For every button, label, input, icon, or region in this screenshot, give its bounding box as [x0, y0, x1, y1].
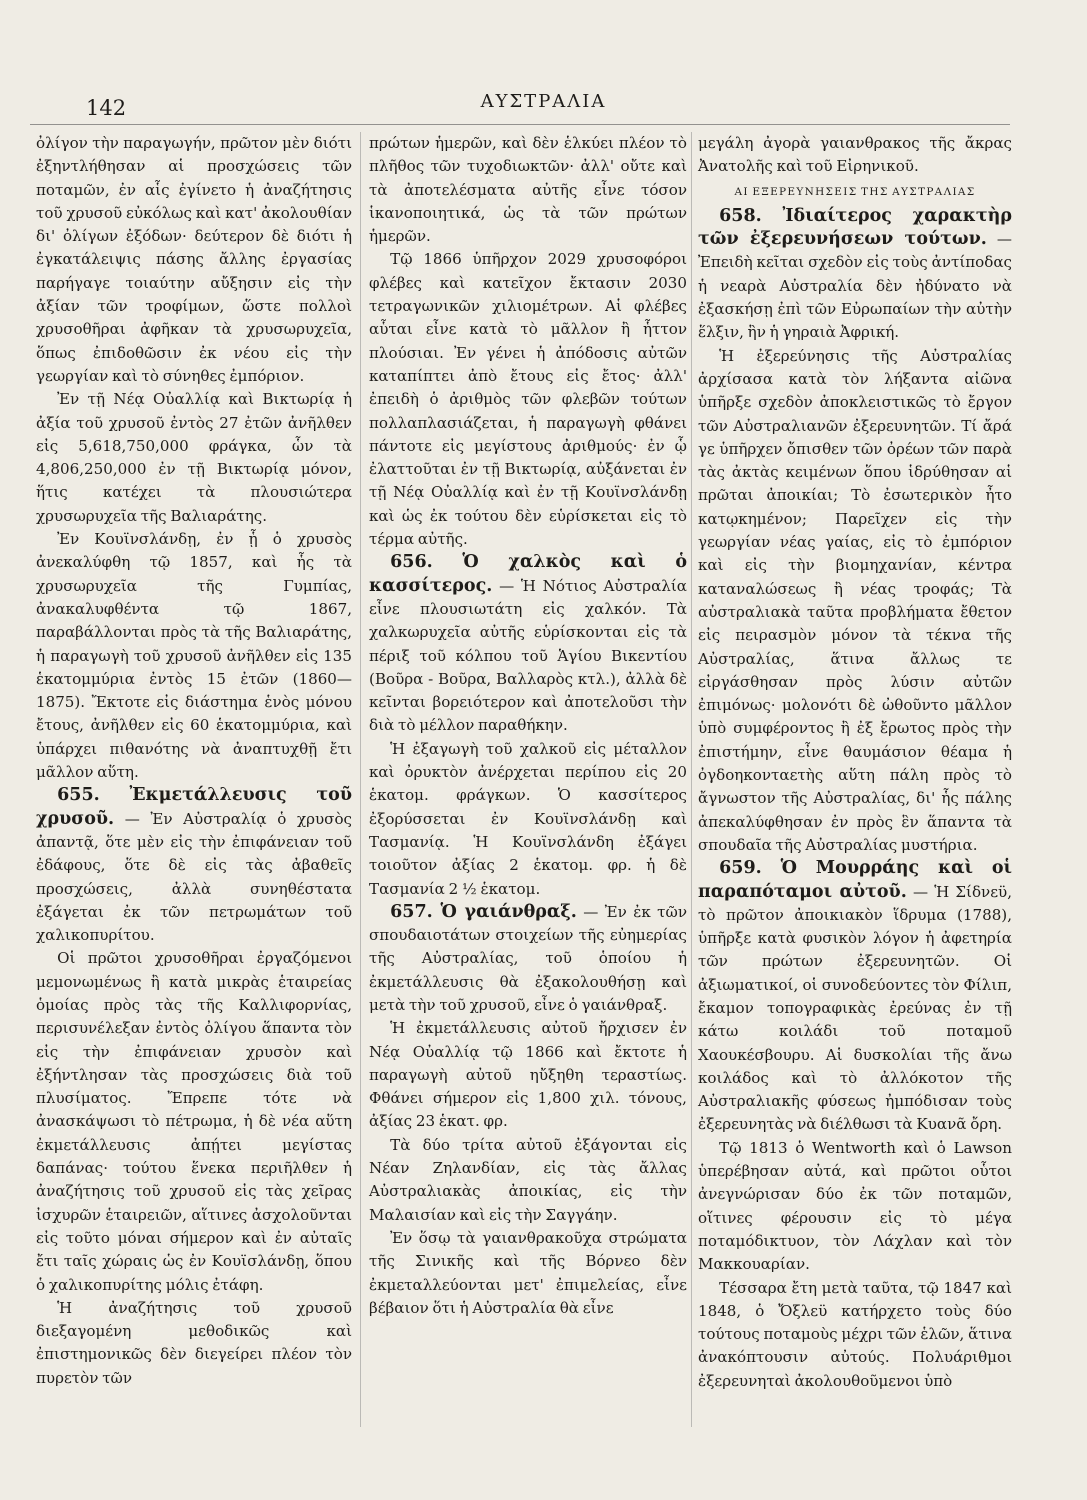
- paragraph: Ἡ ἐκμετάλλευσις αὐτοῦ ἤρχισεν ἐν Νέᾳ Οὐαλλίᾳ τῷ 1866 καὶ ἔκτοτε ἡ παραγωγὴ αὐτοῦ ηὔξηθη τεραστίως. Φθάνει σήμερον εἰς 1,800 χιλ. τόνους, ἀξίας 23 ἑκατ. φρ.: [369, 1019, 687, 1131]
- paragraph: πρώτων ἡμερῶν, καὶ δὲν ἑλκύει πλέον τὸ πλῆθος τῶν τυχοδιωκτῶν· ἀλλ' οὔτε καὶ τὰ ἀποτελέσματα αὐτῆς εἶνε τόσον ἱκανοποιητικά, ὡς τὰ τῶν πρώτων ἡμερῶν.: [369, 134, 687, 246]
- paragraph: Τῷ 1866 ὑπῆρχον 2029 χρυσοφόροι φλέβες καὶ κατεῖχον ἔκτασιν 2030 τετραγωνικῶν χιλιομέτρων. Αἱ φλέβες αὗται εἶνε κατὰ τὸ μᾶλλον ἢ ἧττον πλούσιαι. Ἐν γένει ἡ ἀπόδοσις αὐτῶν καταπίπτει ἀπὸ ἔτους εἰς ἔτος· ἀλλ' ἐπειδὴ ὁ ἀριθμὸς τῶν φλεβῶν τούτων πολλαπλασιάζεται, ἡ παραγωγὴ φθάνει πάντοτε εἰς μεγίστους ἀριθμούς· ἐν ᾧ ἐλαττοῦται ἐν τῇ Βικτωρίᾳ, αὐξάνεται ἐν τῇ Νέᾳ Οὐαλλίᾳ καὶ ἐν τῇ Κουϊνσλάνδῃ καὶ ὡς ἐκ τούτου δὲν εὑρίσκεται εἰς τὸ τέρμα αὐτῆς.: [369, 250, 687, 549]
- section-text: — Ἡ Σίδνεϋ, τὸ πρῶτον ἀποικιακὸν ἵδρυμα (1788), ὑπῆρξε κατὰ φυσικὸν λόγον ἡ ἀφετηρία τῶν πρώτων ἐξερευνητῶν. Οἱ ἀξιωματικοί, οἱ συνοδεύοντες τὸν Φίλιπ, ἔκαμον τοπογραφικὰς ἐρεύνας ἐν τῇ κάτω κοιλάδι τοῦ ποταμοῦ Χαουκέσβουρυ. Αἱ δυσκολίαι τῆς ἄνω κοιλάδος καὶ τὸ ἀλλόκοτον τῆς Αὐστραλιακῆς φύσεως ἠμπόδισαν τοὺς ἐξερευνητὰς νὰ διέλθωσι τὰ Κυανᾶ ὄρη.: [698, 882, 1012, 1134]
- paragraph: Ἡ ἀναζήτησις τοῦ χρυσοῦ διεξαγομένη μεθοδικῶς καὶ ἐπιστημονικῶς δὲν διεγείρει πλέον τὸν πυρετὸν τῶν: [36, 1298, 352, 1387]
- paragraph: Ἡ ἐξερεύνησις τῆς Αὐστραλίας ἀρχίσασα κατὰ τὸν λήξαντα αἰῶνα ὑπῆρξε σχεδὸν ἀποκλειστικῶς τὸ ἔργον τῶν Αὐστραλιανῶν ἐξερευνητῶν. Τί ἄρά γε ὑπῆρχεν ὄπισθεν τῶν ὀρέων τῶν παρὰ τὰς ἀκτὰς κειμένων ὅπου ἱδρύθησαν αἱ πρῶται ἀποικίαι; Τὸ ἐσωτερικὸν ἦτο κατῳκημένον; Παρεῖχεν εἰς τὴν γεωργίαν νέας γαίας, εἰς τὸ ἐμπόριον καὶ εἰς τὴν βιομηχανίαν, κέντρα καταναλώσεως ἢ νέας τροφάς; Τὰ αὐστραλιακὰ ταῦτα προβλήματα ἔθετον εἰς πειρασμὸν μόνον τὰ τέκνα τῆς Αὐστραλίας, ἅτινα ἄλλως τε εἰργάσθησαν πρὸς λύσιν αὐτῶν ἐπιμόνως· μολονότι δὲ ὠθοῦντο μᾶλλον ὑπὸ συμφέροντος ἢ ἐξ ἔρωτος πρὸς τὴν ἐπιστήμην, εἶνε θαυμάσιον θέαμα ἡ ὀγδοηκονταετὴς αὕτη πάλη πρὸς τὸ ἄγνωστον τῆς Αὐστραλίας, δι' ἧς πάλης ἀπεκαλύφθησαν ἐν πρὸς ἓν ἅπαντα τὰ σπουδαῖα τῆς Αὐστραλίας μυστήρια.: [698, 346, 1012, 854]
- chapter-section-title: ΑΙ ΕΞΕΡΕΥΝΗΣΕΙΣ ΤΗΣ ΑΥΣΤΡΑΛΙΑΣ: [734, 185, 976, 198]
- paragraph: Ἡ ἐξαγωγὴ τοῦ χαλκοῦ εἰς μέταλλον καὶ ὀρυκτὸν ἀνέρχεται περίπου εἰς 20 ἑκατομ. φράγκων. Ὁ κασσίτερος ἐξορύσσεται ἐν Κουϊνσλάνδῃ καὶ Τασμανίᾳ. Ἡ Κουϊνσλάνδη ἐξάγει τοιοῦτον ἀξίας 2 ἑκατομ. φρ. ἡ δὲ Τασμανία 2 ½ ἑκατομ.: [369, 739, 687, 898]
- paragraph: Οἱ πρῶτοι χρυσοθῆραι ἐργαζόμενοι μεμονωμένως ἢ κατὰ μικρὰς ἑταιρείας ὁμοίας πρὸς τὰς τῆς Καλλιφορνίας, περισυνέλεξαν ἐντὸς ὀλίγου ἅπαντα τὸν εἰς τὴν ἐπιφάνειαν χρυσὸν καὶ ἐξήντλησαν τὰς προσχώσεις διὰ τοῦ πλυσίματος. Ἔπρεπε τότε νὰ ἀνασκάψωσι τὸ πέτρωμα, ἡ δὲ νέα αὕτη ἐκμετάλλευσις ἀπῄτει μεγίστας δαπάνας· τούτου ἕνεκα περιῆλθεν ἡ ἀναζήτησις τοῦ χρυσοῦ εἰς τὰς χεῖρας ἰσχυρῶν ἑταιρειῶν, αἵτινες ἀσχολοῦνται εἰς τοῦτο μόναι σήμερον καὶ ἐν αὐταῖς ἔτι ταῖς χώραις ὡς ἐν Κουϊσλάνδῃ, ὅπου ὁ χαλικοπυρίτης μόλις ἐτάφη.: [36, 949, 352, 1294]
- paragraph: Ἐν ὅσῳ τὰ γαιανθρακοῦχα στρώματα τῆς Σινικῆς καὶ τῆς Βόρνεο δὲν ἐκμεταλλεύονται μετ' ἐπιμελείας, εἶνε βέβαιον ὅτι ἡ Αὐστραλία θὰ εἶνε: [369, 1228, 687, 1317]
- section-text: — Ἐν ἐκ τῶν σπουδαιοτάτων στοιχείων τῆς εὐημερίας τῆς Αὐστραλίας, τοῦ ὁποίου ἡ ἐκμετάλλευσις θὰ ἐξακολουθήσῃ καὶ μετὰ τὴν τοῦ χρυσοῦ, εἶνε ὁ γαιάνθραξ.: [369, 902, 687, 1014]
- section-658: [698, 205, 1012, 345]
- paragraph: Ἐν τῇ Νέᾳ Οὐαλλίᾳ καὶ Βικτωρίᾳ ἡ ἀξία τοῦ χρυσοῦ ἐντὸς 27 ἐτῶν ἀνῆλθεν εἰς 5,618,750,000 φράγκα, ὧν τὰ 4,806,250,000 ἐν τῇ Βικτωρίᾳ μόνον, ἥτις κατέχει τὰ πλουσιώτερα χρυσωρυχεῖα τῆς Βαλιαράτης.: [36, 390, 352, 525]
- paragraph: Τῷ 1813 ὁ Wentworth καὶ ὁ Lawson ὑπερέβησαν αὐτά, καὶ πρῶτοι οὗτοι ἀνεγνώρισαν δύο ἐκ τῶν ποταμῶν, οἵτινες φέρουσιν εἰς τὸ μέγα ποταμόδικτυον, τὸν Λάχλαν καὶ τὸν Μακκουαρίαν.: [698, 1138, 1012, 1274]
- section-text: — Ἐπειδὴ κεῖται σχεδὸν εἰς τοὺς ἀντίποδας ἡ νεαρὰ Αὐστραλία δὲν ἠδύνατο νὰ ἐξασκήσῃ ἐπὶ τῶν Εὐρωπαίων τὴν αὐτὴν ἕλξιν, ἣν ἡ γηραιὰ Ἀφρική.: [698, 230, 1012, 342]
- section-heading: 658. Ἰδιαίτερος χαρακτὴρ τῶν ἐξερευνήσεων τούτων.: [698, 205, 1012, 250]
- section-659: [698, 857, 1012, 1137]
- running-title: ΑΥΣΤΡΑΛΙΑ: [480, 91, 607, 112]
- section-heading: 655. Ἐκμετάλλευσις τοῦ χρυσοῦ.: [36, 785, 352, 829]
- section-heading: 656. Ὁ χαλκὸς καὶ ὁ κασσίτερος.: [369, 552, 687, 596]
- section-text: — Ἐν Αὐστραλίᾳ ὁ χρυσὸς ἀπαντᾷ, ὅτε μὲν εἰς τὴν ἐπιφάνειαν τοῦ ἐδάφους, ὅτε δὲ εἰς τὰς ἀβαθεῖς προσχώσεις, ἀλλὰ συνηθέστατα ἐξάγεται ἐκ τῶν πετρωμάτων τοῦ χαλικοπυρίτου.: [36, 809, 352, 945]
- section-656: [369, 551, 687, 737]
- text-column-left: [36, 132, 352, 1390]
- column-divider: [360, 132, 361, 1427]
- section-text: — Ἡ Νότιος Αὐστραλία εἶνε πλουσιωτάτη εἰς χαλκόν. Τὰ χαλκωρυχεῖα αὐτῆς εὑρίσκονται εἰς τὰ πέριξ τοῦ κόλπου τοῦ Ἁγίου Βικεντίου (Βοῦρα - Βοῦρα, Βαλλαρὸς κτλ.), ἀλλὰ δὲ κεῖνται βορειότερον καὶ ἀποτελοῦσι τὴν διὰ τὸ μέλλον παραθήκην.: [369, 576, 687, 735]
- section-heading: 657. Ὁ γαιάνθραξ.: [390, 901, 577, 922]
- paragraph: ὀλίγον τὴν παραγωγήν, πρῶτον μὲν διότι ἐξηντλήθησαν αἱ προσχώσεις τῶν ποταμῶν, ἐν αἷς ἐγίνετο ἡ ἀναζήτησις τοῦ χρυσοῦ εὐκόλως καὶ κατ' ἀκολουθίαν δι' ὀλίγων ἐξόδων· δεύτερον δὲ διότι ἡ ἐγκατάλειψις πάσης ἄλλης ἐργασίας παρήγαγε τοιαύτην αὔξησιν εἰς τὴν ἀξίαν τῶν τροφίμων, ὥστε πολλοὶ χρυσοθῆραι ἀφῆκαν τὰ χρυσωρυχεῖα, ὅπως ἐπιδοθῶσιν ἐκ νέου εἰς τὴν γεωργίαν καὶ τὸ σύνηθες ἐμπόριον.: [36, 134, 352, 385]
- paragraph: Τὰ δύο τρίτα αὐτοῦ ἐξάγονται εἰς Νέαν Ζηλανδίαν, εἰς τὰς ἄλλας Αὐστραλιακὰς ἀποικίας, εἰς τὴν Μαλαισίαν καὶ εἰς τὴν Σαγγάην.: [369, 1135, 687, 1224]
- paragraph: μεγάλη ἀγορὰ γαιανθρακος τῆς ἄκρας Ἀνατολῆς καὶ τοῦ Εἰρηνικοῦ.: [698, 134, 1012, 176]
- section-657: [369, 901, 687, 1017]
- column-divider: [691, 132, 692, 1427]
- header-rule: [30, 124, 1010, 125]
- page-number: 142: [86, 96, 127, 120]
- section-655: [36, 784, 352, 947]
- section-heading: 659. Ὁ Μουρράης καὶ οἱ παραπόταμοι αὐτοῦ.: [698, 858, 1012, 902]
- text-column-right: [698, 132, 1012, 1393]
- paragraph: Τέσσαρα ἔτη μετὰ ταῦτα, τῷ 1847 καὶ 1848, ὁ Ὄξλεϋ κατήρχετο τοὺς δύο τούτους ποταμοὺς μέχρι τῶν ἑλῶν, ἅτινα ἀνακόπτουσιν αὐτούς. Πολυάριθμοι ἐξερευνηταὶ ἀκολουθοῦμενοι ὑπὸ: [698, 1278, 1012, 1390]
- paragraph: Ἐν Κουϊνσλάνδῃ, ἐν ᾗ ὁ χρυσὸς ἀνεκαλύφθη τῷ 1857, καὶ ἧς τὰ χρυσωρυχεῖα τῆς Γυμπίας, ἀνακαλυφθέντα τῷ 1867, παραβάλλονται πρὸς τὰ τῆς Βαλιαράτης, ἡ παραγωγὴ τοῦ χρυσοῦ ἀνῆλθεν εἰς 135 ἑκατομμύρια ἐντὸς 15 ἐτῶν (1860—1875). Ἔκτοτε εἰς διάστημα ἑνὸς μόνου ἔτους, ἀνῆλθεν εἰς 60 ἑκατομμύρια, καὶ ὑπάρχει πιθανότης νὰ ἀναπτυχθῇ ἔτι μᾶλλον αὕτη.: [36, 530, 352, 782]
- text-column-middle: [369, 132, 687, 1320]
